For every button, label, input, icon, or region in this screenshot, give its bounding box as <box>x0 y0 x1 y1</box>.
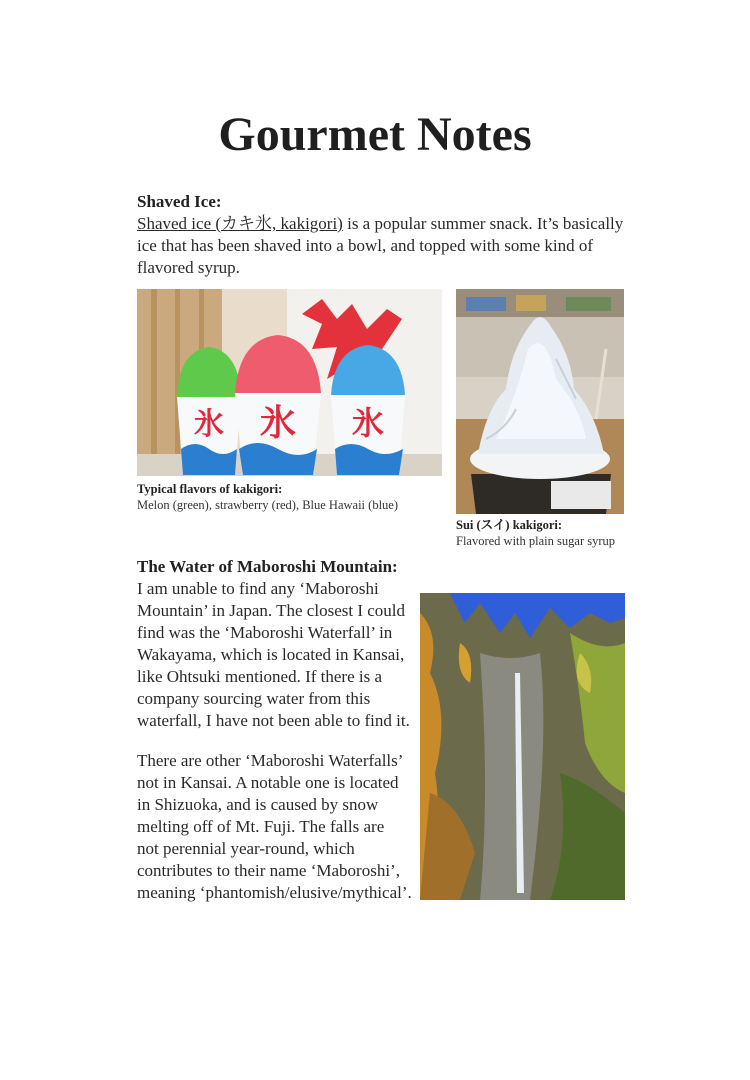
cup-kanji-green: 氷 <box>194 407 224 442</box>
maboroshi-paragraph-1 <box>137 578 417 732</box>
para1-line: Wakayama, which is located in Kansai, <box>137 645 405 664</box>
para1-line: company sourcing water from this <box>137 689 371 708</box>
caption-1-title: Typical flavors of kakigori: <box>137 482 283 496</box>
maboroshi-heading: The Water of Maboroshi Mountain: <box>137 557 398 576</box>
intro-line-2: ice that has been shaved into a bowl, and topped with some kind of <box>137 236 594 255</box>
para2-line: melting off of Mt. Fuji. The falls are <box>137 817 385 836</box>
shaved-ice-heading: Shaved Ice: <box>137 192 222 211</box>
para1-line: find was the ‘Maboroshi Waterfall’ in <box>137 623 393 642</box>
para2-line: meaning ‘phantomish/elusive/mythical’. <box>137 883 412 902</box>
para1-line: waterfall, I have not been able to find it. <box>137 711 410 730</box>
sui-kakigori-photo <box>456 289 624 514</box>
shaved-ice-link[interactable]: Shaved ice (カキ氷, kakigori) <box>137 214 343 233</box>
para1-line: like Ohtsuki mentioned. If there is a <box>137 667 383 686</box>
kakigori-flavors-photo <box>137 289 442 476</box>
caption-1-body: Melon (green), strawberry (red), Blue Hawaii (blue) <box>137 498 399 512</box>
cup-kanji-blue: 氷 <box>351 404 385 442</box>
para1-line: Mountain’ in Japan. The closest I could <box>137 601 406 620</box>
page-title: Gourmet Notes <box>218 108 532 161</box>
cup-kanji-red: 氷 <box>259 403 297 444</box>
para2-line: contributes to their name ‘Maboroshi’, <box>137 861 400 880</box>
para2-line: not in Kansai. A notable one is located <box>137 773 399 792</box>
caption-2-title: Sui (スイ) kakigori: <box>456 518 563 532</box>
waterfall-photo <box>420 593 625 900</box>
caption-2-body: Flavored with plain sugar syrup <box>456 534 616 548</box>
para1-line: I am unable to find any ‘Maboroshi <box>137 579 379 598</box>
para2-line: There are other ‘Maboroshi Waterfalls’ <box>137 751 404 770</box>
intro-line-1-rest: is a popular summer snack. It’s basically <box>342 214 624 233</box>
para2-line: not perennial year-round, which <box>137 839 355 858</box>
maboroshi-paragraph-2 <box>137 750 417 904</box>
para2-line: in Shizuoka, and is caused by snow <box>137 795 379 814</box>
intro-line-3: flavored syrup. <box>137 258 240 277</box>
shaved-ice-intro <box>137 213 657 279</box>
